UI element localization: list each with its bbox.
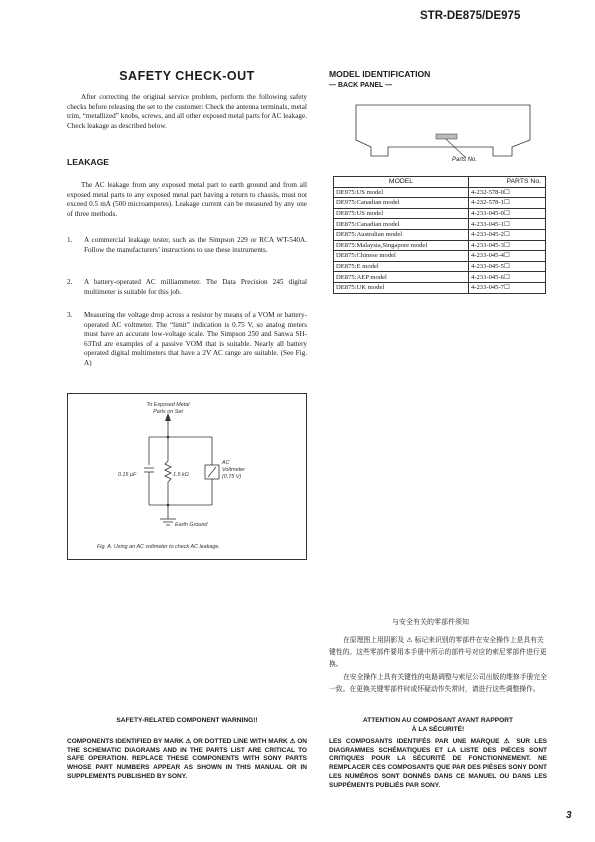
- resistor-label: 1.5 kΩ: [173, 472, 189, 478]
- model-id-heading: MODEL IDENTIFICATION: [329, 69, 431, 79]
- part-number-cell: 4-232-578-1☐: [469, 198, 546, 209]
- back-panel-illustration: [340, 100, 540, 166]
- model-cell: DE975:Canadian model: [334, 198, 469, 209]
- model-cell: DE875:Canadian model: [334, 219, 469, 230]
- meter-label-1: AC: [222, 460, 230, 466]
- part-number-cell: 4-233-045-5☐: [469, 261, 546, 272]
- model-cell: DE875:Australian model: [334, 229, 469, 240]
- parts-no-callout: Parts No.: [452, 157, 478, 163]
- capacitor-label: 0.15 μF: [118, 472, 137, 478]
- chinese-notice-title: 与安全有关的零部件须知: [392, 618, 469, 626]
- col-header-model: MODEL: [334, 177, 469, 188]
- table-row: [334, 198, 546, 209]
- part-number-cell: 4-232-578-0☐: [469, 187, 546, 198]
- list-item-number: 2.: [67, 278, 73, 286]
- part-number-cell: 4-233-045-0☐: [469, 208, 546, 219]
- model-cell: DE975:US model: [334, 187, 469, 198]
- model-parts-table: [333, 176, 546, 294]
- model-code-header: STR-DE875/DE975: [420, 10, 521, 22]
- model-cell: DE875:Malaysia,Singapore model: [334, 240, 469, 251]
- col-header-parts-no: PARTS No.: [469, 177, 546, 188]
- figure-label-top-1: To Exposed Metal: [146, 402, 190, 408]
- figure-label-top-2: Parts on Set: [153, 409, 183, 415]
- list-item-number: 1.: [67, 236, 73, 244]
- list-item-number: 3.: [67, 311, 73, 319]
- warning-heading-en: SAFETY-RELATED COMPONENT WARNING!!: [116, 717, 258, 724]
- warning-heading-fr-1: ATTENTION AU COMPOSANT AYANT RAPPORT: [362, 717, 514, 724]
- table-row: [334, 240, 546, 251]
- model-cell: DE875:UK model: [334, 282, 469, 293]
- table-row: [334, 282, 546, 293]
- meter-label-2: Voltmeter: [222, 467, 245, 473]
- leakage-body: The AC leakage from any exposed metal part to earth ground and from all exposed metal parts to any exposed metal part having a return to chassis, must not exceed 0.5 mA (500 microamperes). Leakage current can be measured by any one of three methods.: [67, 181, 307, 218]
- page-title: SAFETY CHECK-OUT: [119, 69, 255, 83]
- chinese-notice-para-2: 在安全操作上具有关键性的电路调整与索尼公司出版的维修手册完全一致。在更换关键零部件时或怀疑动作失常时，请进行这些调整操作。: [329, 673, 547, 693]
- part-number-cell: 4-233-045-6☐: [469, 272, 546, 283]
- part-number-cell: 4-233-045-4☐: [469, 251, 546, 262]
- table-row: [334, 272, 546, 283]
- part-number-cell: 4-233-045-7☐: [469, 282, 546, 293]
- table-header-row: [334, 177, 546, 188]
- list-item: Measuring the voltage drop across a resistor by means of a VOM or battery-operated AC voltmeter. The “limit” indication is 0.75 V, so analog meters must have an accurate low-voltage scale. The Simpson 250 and Sanwa SH-63Trd are examples of a passive VOM that is suitable. Nearly all battery operated digital multimeters that have a 2V AC range are suitable. (See Fig. A): [84, 311, 307, 367]
- part-number-cell: 4-233-045-3☐: [469, 240, 546, 251]
- table-row: [334, 229, 546, 240]
- table-row: [334, 261, 546, 272]
- model-cell: DE875:E model: [334, 261, 469, 272]
- safety-intro: After correcting the original service problem, perform the following safety checks before releasing the set to the customer: Check the antenna terminals, metal trim, “metallized” knobs, screws, and all other exposed metal parts for AC leakage. Check leakage as described below.: [67, 93, 307, 130]
- model-cell: DE875:US model: [334, 208, 469, 219]
- figure-caption: Fig. A. Using an AC voltmeter to check AC leakage.: [97, 544, 220, 550]
- table-row: [334, 251, 546, 262]
- list-item: A battery-operated AC milliammeter. The Data Precision 245 digital multimeter is suitable for this job.: [84, 278, 307, 296]
- table-row: [334, 208, 546, 219]
- part-number-cell: 4-233-045-2☐: [469, 229, 546, 240]
- table-row: [334, 219, 546, 230]
- warning-heading-fr-2: À LA SÉCURITÉ!: [411, 726, 465, 733]
- warning-body-en: COMPONENTS IDENTIFIED BY MARK ⚠ OR DOTTED LINE WITH MARK ⚠ ON THE SCHEMATIC DIAGRAMS AND IN THE PARTS LIST ARE CRITICAL TO SAFE OPERATION. REPLACE THESE COMPONENTS WITH SONY PARTS WHOSE PART NUMBERS APPEAR AS SHOWN IN THIS MANUAL OR IN SUPPLEMENTS PUBLISHED BY SONY.: [67, 738, 307, 780]
- list-item: A commercial leakage tester, such as the Simpson 229 or RCA WT-540A. Follow the manufacturers’ instructions to use these instruments.: [84, 236, 307, 254]
- part-number-cell: 4-233-045-1☐: [469, 219, 546, 230]
- ground-label: Earth Ground: [175, 522, 208, 528]
- table-row: [334, 187, 546, 198]
- model-id-subheading: — BACK PANEL —: [329, 82, 393, 89]
- leakage-heading: LEAKAGE: [67, 157, 110, 167]
- chinese-notice-para-1: 在原理图上用阴影及 ⚠ 标记来识别的零部件在安全操作上是具有关键性的。这些零部件要用本手册中所示的部件号对应的索尼零部件进行更换。: [329, 636, 547, 668]
- model-cell: DE875:AEP model: [334, 272, 469, 283]
- model-cell: DE875:Chinese model: [334, 251, 469, 262]
- page-number: 3: [566, 810, 572, 821]
- meter-label-3: (0.75 V): [222, 474, 242, 480]
- warning-body-fr: LES COMPOSANTS IDENTIFÉS PAR UNE MARQUE ⚠ SUR LES DIAGRAMMES SCHÉMATIQUES ET LA LISTE DES PIÈCES SONT CRITIQUES POUR LA SÉCURITÉ DE FONCTIONNEMENT. NE REMPLACER CES COMPOSANTS QUE PAR DES PIÈSES SONY DONT LES NUMÉROS SONT DONNÉS DANS CE MANUEL OU DANS LES SUPPÉMENTS PUBLIÉS PAR SONY.: [329, 738, 547, 789]
